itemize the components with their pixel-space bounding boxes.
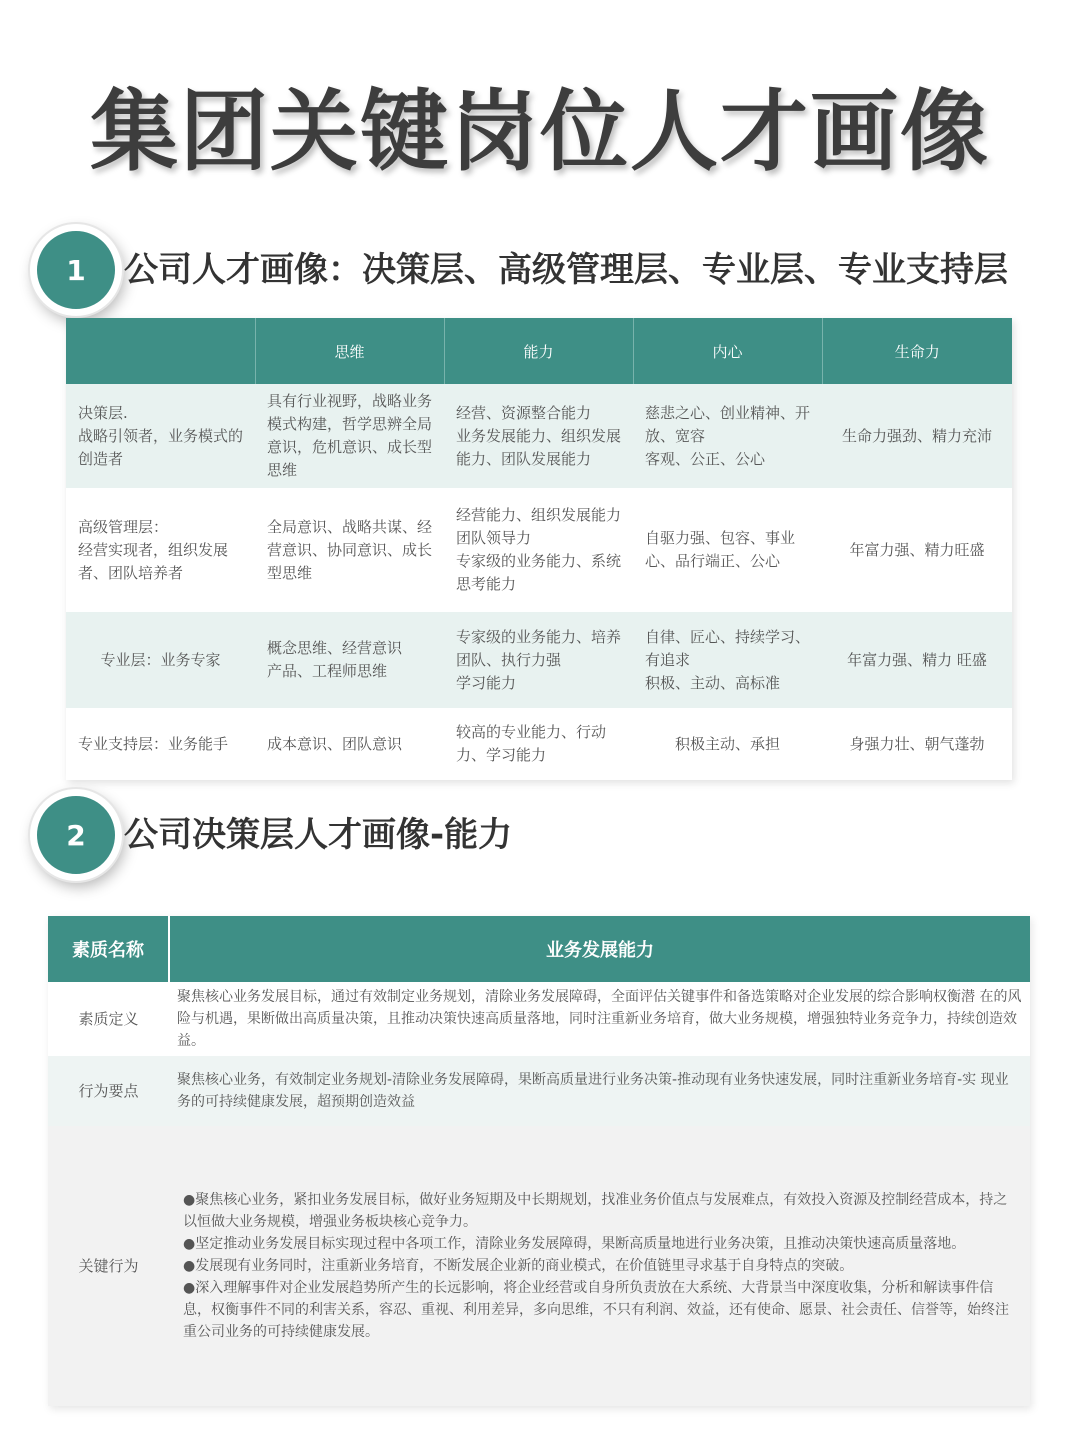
heart-cell: 自律、匠心、持续学习、有追求 积极、主动、高标准: [633, 612, 822, 708]
key-behavior-label: 关键行为: [48, 1126, 169, 1406]
section-2-header: [0, 775, 1080, 885]
vitality-cell: 年富力强、精力旺盛: [822, 488, 1012, 612]
key-behavior-list: [169, 1126, 1030, 1406]
level-cell: 决策层. 战略引领者，业务模式的创造者: [66, 384, 255, 488]
header-quality-name: 素质名称: [48, 916, 169, 982]
heart-cell: 慈悲之心、创业精神、开放、宽容 客观、公正、公心: [633, 384, 822, 488]
heart-cell: 自驱力强、包容、事业心、品行端正、公心: [633, 488, 822, 612]
level-cell: 高级管理层： 经营实现者，组织发展者、团队培养者: [66, 488, 255, 612]
table-header-row: [48, 916, 1030, 982]
header-heart: 内心: [633, 318, 822, 384]
header-thinking: 思维: [255, 318, 444, 384]
table-row: [66, 488, 1012, 612]
level-cell: 专业层：业务专家: [66, 612, 255, 708]
table-row: [48, 1056, 1030, 1126]
ability-cell: 经营能力、组织发展能力 团队领导力 专家级的业务能力、系统思考能力: [444, 488, 633, 612]
vitality-cell: 生命力强劲、精力充沛: [822, 384, 1012, 488]
vitality-cell: 身强力壮、朝气蓬勃: [822, 708, 1012, 780]
ability-cell: 较高的专业能力、行动力、学习能力: [444, 708, 633, 780]
thinking-cell: 具有行业视野，战略业务模式构建，哲学思辨全局意识，危机意识、成长型思维: [255, 384, 444, 488]
table-row: [66, 708, 1012, 780]
key-behavior-item: ●坚定推动业务发展目标实现过程中各项工作，清除业务发展障碍，果断高质量地进行业务决策，且推动决策快速高质量落地。: [183, 1236, 966, 1252]
vitality-cell: 年富力强、精力 旺盛: [822, 612, 1012, 708]
section-1-badge: 1: [30, 224, 122, 316]
section-1-title: 公司人才画像：决策层、高级管理层、专业层、专业支持层: [124, 250, 1008, 290]
thinking-cell: 成本意识、团队意识: [255, 708, 444, 780]
ability-cell: 专家级的业务能力、培养团队、执行力强 学习能力: [444, 612, 633, 708]
header-quality-value: 业务发展能力: [169, 916, 1030, 982]
key-behavior-item: ●聚焦核心业务，紧扣业务发展目标，做好业务短期及中长期规划，找准业务价值点与发展难点，有效投入资源及控制经营成本，持之以恒做大业务规模，增强业务板块核心竞争力。: [183, 1192, 1008, 1230]
heart-cell: 积极主动、承担: [633, 708, 822, 780]
section-1-header: [0, 210, 1080, 320]
talent-profile-table: [66, 318, 1012, 780]
ability-cell: 经营、资源整合能力 业务发展能力、组织发展能力、团队发展能力: [444, 384, 633, 488]
header-blank: [66, 318, 255, 384]
section-2-title: 公司决策层人才画像-能力: [124, 815, 513, 855]
table-row: [66, 384, 1012, 488]
definition-label: 素质定义: [48, 982, 169, 1056]
table-row: [66, 612, 1012, 708]
level-cell: 专业支持层：业务能手: [66, 708, 255, 780]
table-row: [48, 1126, 1030, 1406]
points-text: 聚焦核心业务，有效制定业务规划-清除业务发展障碍，果断高质量进行业务决策-推动现有业务快速发展，同时注重新业务培育-实 现业务的可持续健康发展，超预期创造效益: [169, 1056, 1030, 1126]
definition-text: 聚焦核心业务发展目标，通过有效制定业务规划，清除业务发展障碍，全面评估关键事件和备选策略对企业发展的综合影响权衡潜 在的风险与机遇，果断做出高质量决策，且推动决策快速高质量落地，同时注重新业务培育，做大业务规模，增强独特业务竞争力，持续创造效益。: [169, 982, 1030, 1056]
table-header-row: [66, 318, 1012, 384]
key-behavior-item: ●发展现有业务同时，注重新业务培育，不断发展企业新的商业模式，在价值链里寻求基于自身特点的突破。: [183, 1258, 854, 1274]
header-vitality: 生命力: [822, 318, 1012, 384]
section-2-badge: 2: [30, 789, 122, 881]
page-title: 集团关键岗位人才画像: [89, 80, 990, 183]
thinking-cell: 全局意识、战略共谋、经营意识、协同意识、成长型思维: [255, 488, 444, 612]
header-ability: 能力: [444, 318, 633, 384]
table-row: [48, 982, 1030, 1056]
points-label: 行为要点: [48, 1056, 169, 1126]
thinking-cell: 概念思维、经营意识 产品、工程师思维: [255, 612, 444, 708]
competency-table: [48, 916, 1030, 1406]
key-behavior-item: ●深入理解事件对企业发展趋势所产生的长远影响，将企业经营或自身所负责放在大系统、大背景当中深度收集，分析和解读事件信 息，权衡事件不同的利害关系，容忍、重视、利用差异，多向思维，不只有利润、效益，还有使命、愿景、社会责任、信誉等，始终注重公司业务的可持续健康发展。: [183, 1280, 1009, 1340]
